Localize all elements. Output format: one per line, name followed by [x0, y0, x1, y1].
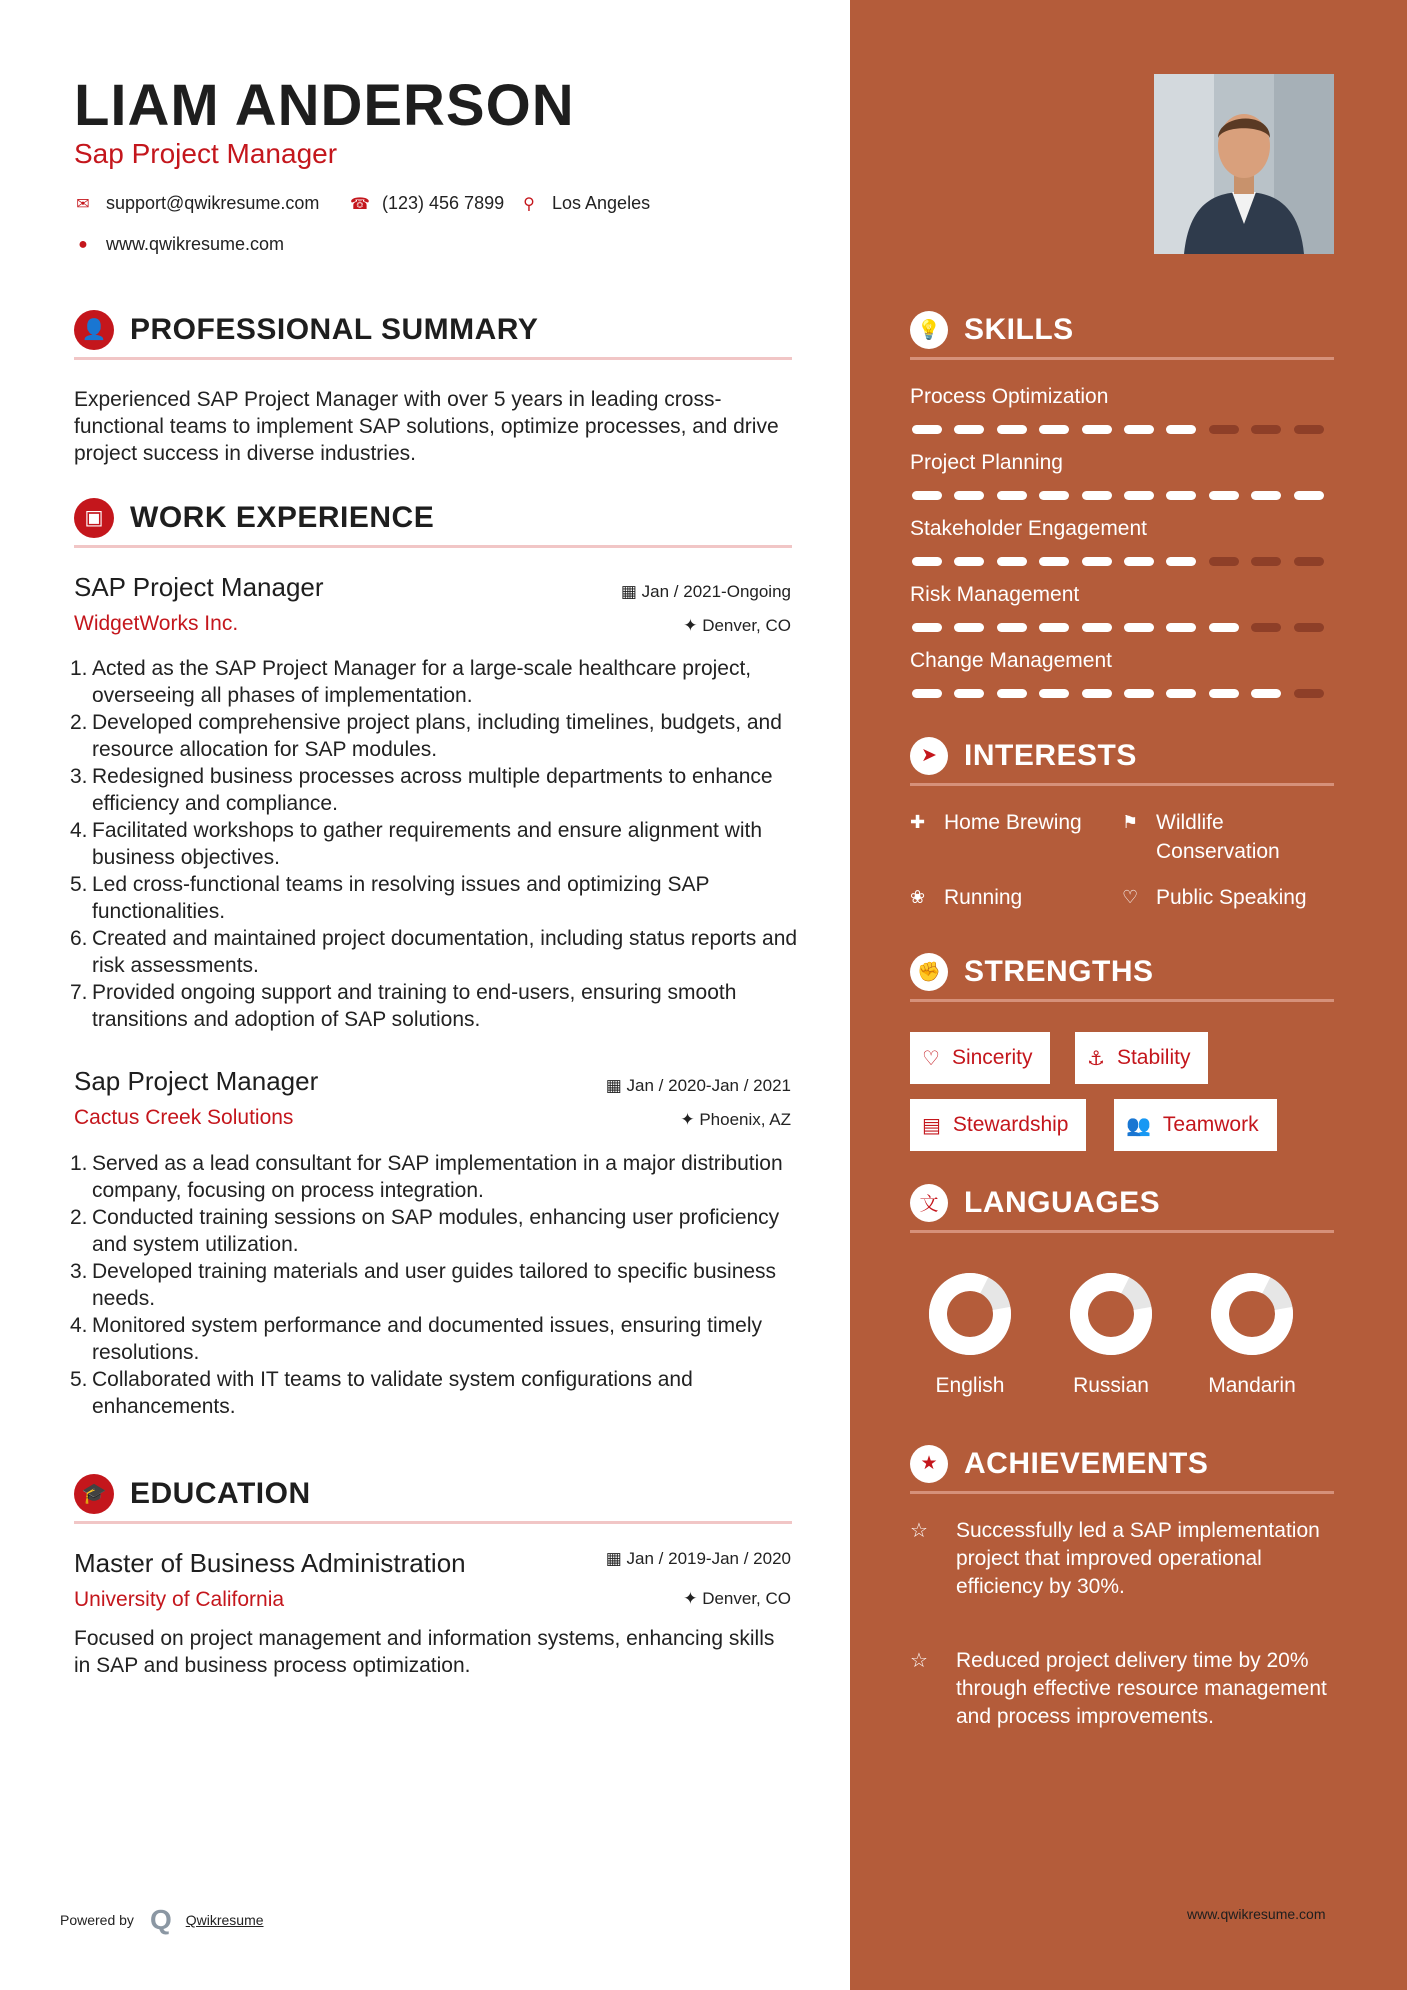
job-bullets	[70, 655, 800, 1033]
skill-segment	[1039, 557, 1069, 566]
contact-phone[interactable]: ☎ (123) 456 7899	[350, 193, 505, 213]
skill-name: Process Optimization	[910, 385, 1109, 408]
skill-segment	[1209, 689, 1239, 698]
skill-name: Stakeholder Engagement	[910, 517, 1147, 540]
interest-item: ♡ Public Speaking	[1122, 883, 1334, 912]
profile-photo	[1154, 74, 1334, 254]
skill-segment	[954, 557, 984, 566]
skill-segment	[1124, 623, 1154, 632]
list-item: 3. Redesigned business processes across multiple departments to enhance efficiency and compliance.	[70, 765, 773, 815]
summary-heading: 👤 PROFESSIONAL SUMMARY	[74, 310, 792, 360]
contact-website[interactable]: ● www.qwikresume.com	[74, 234, 284, 255]
skill-bar	[910, 491, 1334, 501]
person-photo-icon	[1154, 74, 1334, 254]
experience-heading: ▣ WORK EXPERIENCE	[74, 498, 792, 548]
job-date: ▦ Jan / 2021-Ongoing	[620, 582, 791, 601]
skill-segment	[1251, 557, 1281, 566]
skill-segment	[1166, 623, 1196, 632]
skill-segment	[1124, 557, 1154, 566]
brand-link[interactable]: Qwikresume	[185, 1912, 264, 1928]
qwikresume-logo-icon: Q	[149, 1904, 172, 1935]
skill-segment	[954, 425, 984, 434]
skill-segment	[997, 557, 1027, 566]
heartbeat-icon: ♡	[1122, 887, 1139, 907]
calendar-icon: ▦	[620, 582, 642, 601]
skill-segment	[1294, 689, 1324, 698]
skill-segment	[1251, 623, 1281, 632]
skill-segment	[1209, 557, 1239, 566]
skill-name: Project Planning	[910, 451, 1063, 474]
skill-segment	[1082, 425, 1112, 434]
skill-segment	[912, 623, 942, 632]
shooting-star-icon: ☆	[910, 1650, 928, 1672]
skill-segment	[997, 689, 1027, 698]
job-title: Sap Project Manager	[74, 1066, 319, 1096]
heart-icon: ♡	[922, 1047, 940, 1070]
list-item: 2. Conducted training sessions on SAP modules, enhancing user proficiency and system utilization.	[70, 1206, 780, 1256]
skills-heading: 💡 SKILLS	[910, 310, 1334, 360]
skill-segment	[1251, 425, 1281, 434]
strength-tag: 👥 Teamwork	[1114, 1099, 1277, 1151]
interest-item: ✚ Home Brewing	[910, 808, 1110, 837]
powered-by: Powered by Q Qwikresume	[60, 1904, 264, 1935]
achievement-item: ☆ Successfully led a SAP implementation project that improved operational efficiency by 30%.	[910, 1517, 1334, 1601]
fist-icon: ✊	[910, 953, 948, 991]
candidate-name: LIAM ANDERSON	[74, 73, 575, 138]
job-company: WidgetWorks Inc.	[74, 612, 239, 635]
users-icon: 👥	[1126, 1114, 1151, 1137]
skill-segment	[1082, 557, 1112, 566]
pin-icon: ✦	[683, 1589, 703, 1608]
job-company: Cactus Creek Solutions	[74, 1106, 294, 1129]
pin-icon: ✦	[680, 1110, 700, 1129]
education-date: ▦ Jan / 2019-Jan / 2020	[605, 1549, 791, 1568]
graduation-cap-icon: 🎓	[74, 1474, 114, 1514]
map-marker-icon: ⚲	[523, 195, 535, 213]
language-donuts	[910, 1270, 1334, 1360]
skill-bar	[910, 557, 1334, 567]
skill-segment	[912, 689, 942, 698]
skill-segment	[954, 491, 984, 500]
list-item: 5. Led cross-functional teams in resolving issues and optimizing SAP functionalities.	[70, 873, 710, 923]
contact-location: ⚲ Los Angeles	[520, 193, 650, 214]
skill-segment	[1209, 491, 1239, 500]
user-icon: 👤	[74, 310, 114, 350]
list-item: 4. Facilitated workshops to gather requirements and ensure alignment with business objectives.	[70, 819, 763, 869]
skill-segment	[1039, 689, 1069, 698]
interest-item: ⚑ Wildlife Conservation	[1122, 808, 1322, 866]
list-item: 4. Monitored system performance and documented issues, ensuring timely resolutions.	[70, 1314, 762, 1364]
skill-segment	[1082, 689, 1112, 698]
job-title: SAP Project Manager	[74, 572, 324, 602]
languages-heading: 文 LANGUAGES	[910, 1183, 1334, 1233]
anchor-icon: ⚓	[1087, 1047, 1105, 1070]
contact-email[interactable]: ✉ support@qwikresume.com	[74, 193, 319, 214]
calendar-icon: ▦	[605, 1076, 627, 1095]
star-icon: ★	[910, 1445, 948, 1483]
language-name: English	[935, 1374, 1005, 1397]
education-description: Focused on project management and information systems, enhancing skills in SAP and business process optimization.	[74, 1627, 775, 1677]
toolbox-icon: ▤	[922, 1114, 941, 1137]
interest-item: ❀ Running	[910, 883, 1110, 912]
degree-title: Master of Business Administration	[74, 1548, 466, 1578]
footer-url[interactable]: www.qwikresume.com	[1187, 1906, 1326, 1922]
candidate-role: Sap Project Manager	[74, 138, 338, 169]
strengths-heading: ✊ STRENGTHS	[910, 952, 1334, 1002]
skill-segment	[997, 623, 1027, 632]
job-date: ▦ Jan / 2020-Jan / 2021	[605, 1076, 791, 1095]
list-item: 7. Provided ongoing support and training to end-users, ensuring smooth transitions and adoption of SAP solutions.	[70, 981, 737, 1031]
skill-segment	[997, 491, 1027, 500]
interests-heading: ➤ INTERESTS	[910, 736, 1334, 786]
skill-bar	[910, 623, 1334, 633]
skill-segment	[912, 491, 942, 500]
skill-segment	[1082, 491, 1112, 500]
skill-name: Change Management	[910, 649, 1112, 672]
skill-segment	[1166, 689, 1196, 698]
puzzle-icon: ✚	[910, 812, 926, 832]
skill-segment	[1294, 557, 1324, 566]
skill-bar	[910, 689, 1334, 699]
skill-segment	[1294, 623, 1324, 632]
school-name: University of California	[74, 1588, 285, 1611]
skill-segment	[1039, 425, 1069, 434]
skill-segment	[1166, 425, 1196, 434]
skill-segment	[1082, 623, 1112, 632]
education-location: ✦ Denver, CO	[683, 1589, 791, 1608]
briefcase-icon: ▣	[74, 498, 114, 538]
strength-tag: ⚓ Stability	[1075, 1032, 1208, 1084]
shooting-star-icon: ☆	[910, 1520, 928, 1542]
paw-icon: ❀	[910, 887, 926, 907]
strength-tag: ▤ Stewardship	[910, 1099, 1086, 1151]
skill-segment	[1251, 491, 1281, 500]
flag-icon: ⚑	[1122, 812, 1139, 832]
skill-segment	[912, 425, 942, 434]
skill-segment	[997, 425, 1027, 434]
skill-segment	[1209, 623, 1239, 632]
pin-icon: ✦	[683, 616, 703, 635]
job-bullets	[70, 1150, 800, 1420]
skill-segment	[1166, 557, 1196, 566]
skill-segment	[912, 557, 942, 566]
summary-text: Experienced SAP Project Manager with over 5 years in leading cross-functional teams to implement SAP solutions, optimize processes, and drive project success in diverse industries.	[74, 388, 779, 465]
lightbulb-icon: 💡	[910, 311, 948, 349]
globe-icon: ●	[78, 235, 88, 253]
skill-segment	[1124, 425, 1154, 434]
list-item: 5. Collaborated with IT teams to validate system configurations and enhancements.	[70, 1368, 693, 1418]
skill-segment	[1039, 623, 1069, 632]
skill-segment	[1294, 491, 1324, 500]
job-location: ✦ Phoenix, AZ	[680, 1110, 791, 1129]
skill-segment	[954, 689, 984, 698]
calendar-icon: ▦	[605, 1549, 627, 1568]
skill-bar	[910, 425, 1334, 435]
skill-segment	[1294, 425, 1324, 434]
skill-segment	[954, 623, 984, 632]
skill-segment	[1124, 491, 1154, 500]
phone-icon: ☎	[350, 195, 370, 213]
list-item: 6. Created and maintained project documentation, including status reports and risk assessments.	[70, 927, 798, 977]
list-item: 2. Developed comprehensive project plans, including timelines, budgets, and resource allocation for SAP modules.	[70, 711, 782, 761]
list-item: 1. Served as a lead consultant for SAP implementation in a major distribution company, focusing on process integration.	[70, 1152, 783, 1202]
skill-name: Risk Management	[910, 583, 1080, 606]
education-heading: 🎓 EDUCATION	[74, 1474, 792, 1524]
skill-segment	[1251, 689, 1281, 698]
list-item: 3. Developed training materials and user guides tailored to specific business needs.	[70, 1260, 777, 1310]
achievements-heading: ★ ACHIEVEMENTS	[910, 1444, 1334, 1494]
strength-tag: ♡ Sincerity	[910, 1032, 1050, 1084]
translate-icon: 文	[910, 1184, 948, 1222]
skill-segment	[1166, 491, 1196, 500]
achievement-item: ☆ Reduced project delivery time by 20% through effective resource management and process improvements.	[910, 1647, 1334, 1731]
skill-segment	[1124, 689, 1154, 698]
language-name: Mandarin	[1208, 1374, 1296, 1397]
skill-segment	[1209, 425, 1239, 434]
list-item: 1. Acted as the SAP Project Manager for a large-scale healthcare project, overseeing all phases of implementation.	[70, 657, 752, 707]
skill-segment	[1039, 491, 1069, 500]
envelope-icon: ✉	[76, 195, 90, 213]
job-location: ✦ Denver, CO	[683, 616, 791, 635]
language-name: Russian	[1073, 1374, 1149, 1397]
paper-plane-icon: ➤	[910, 737, 948, 775]
